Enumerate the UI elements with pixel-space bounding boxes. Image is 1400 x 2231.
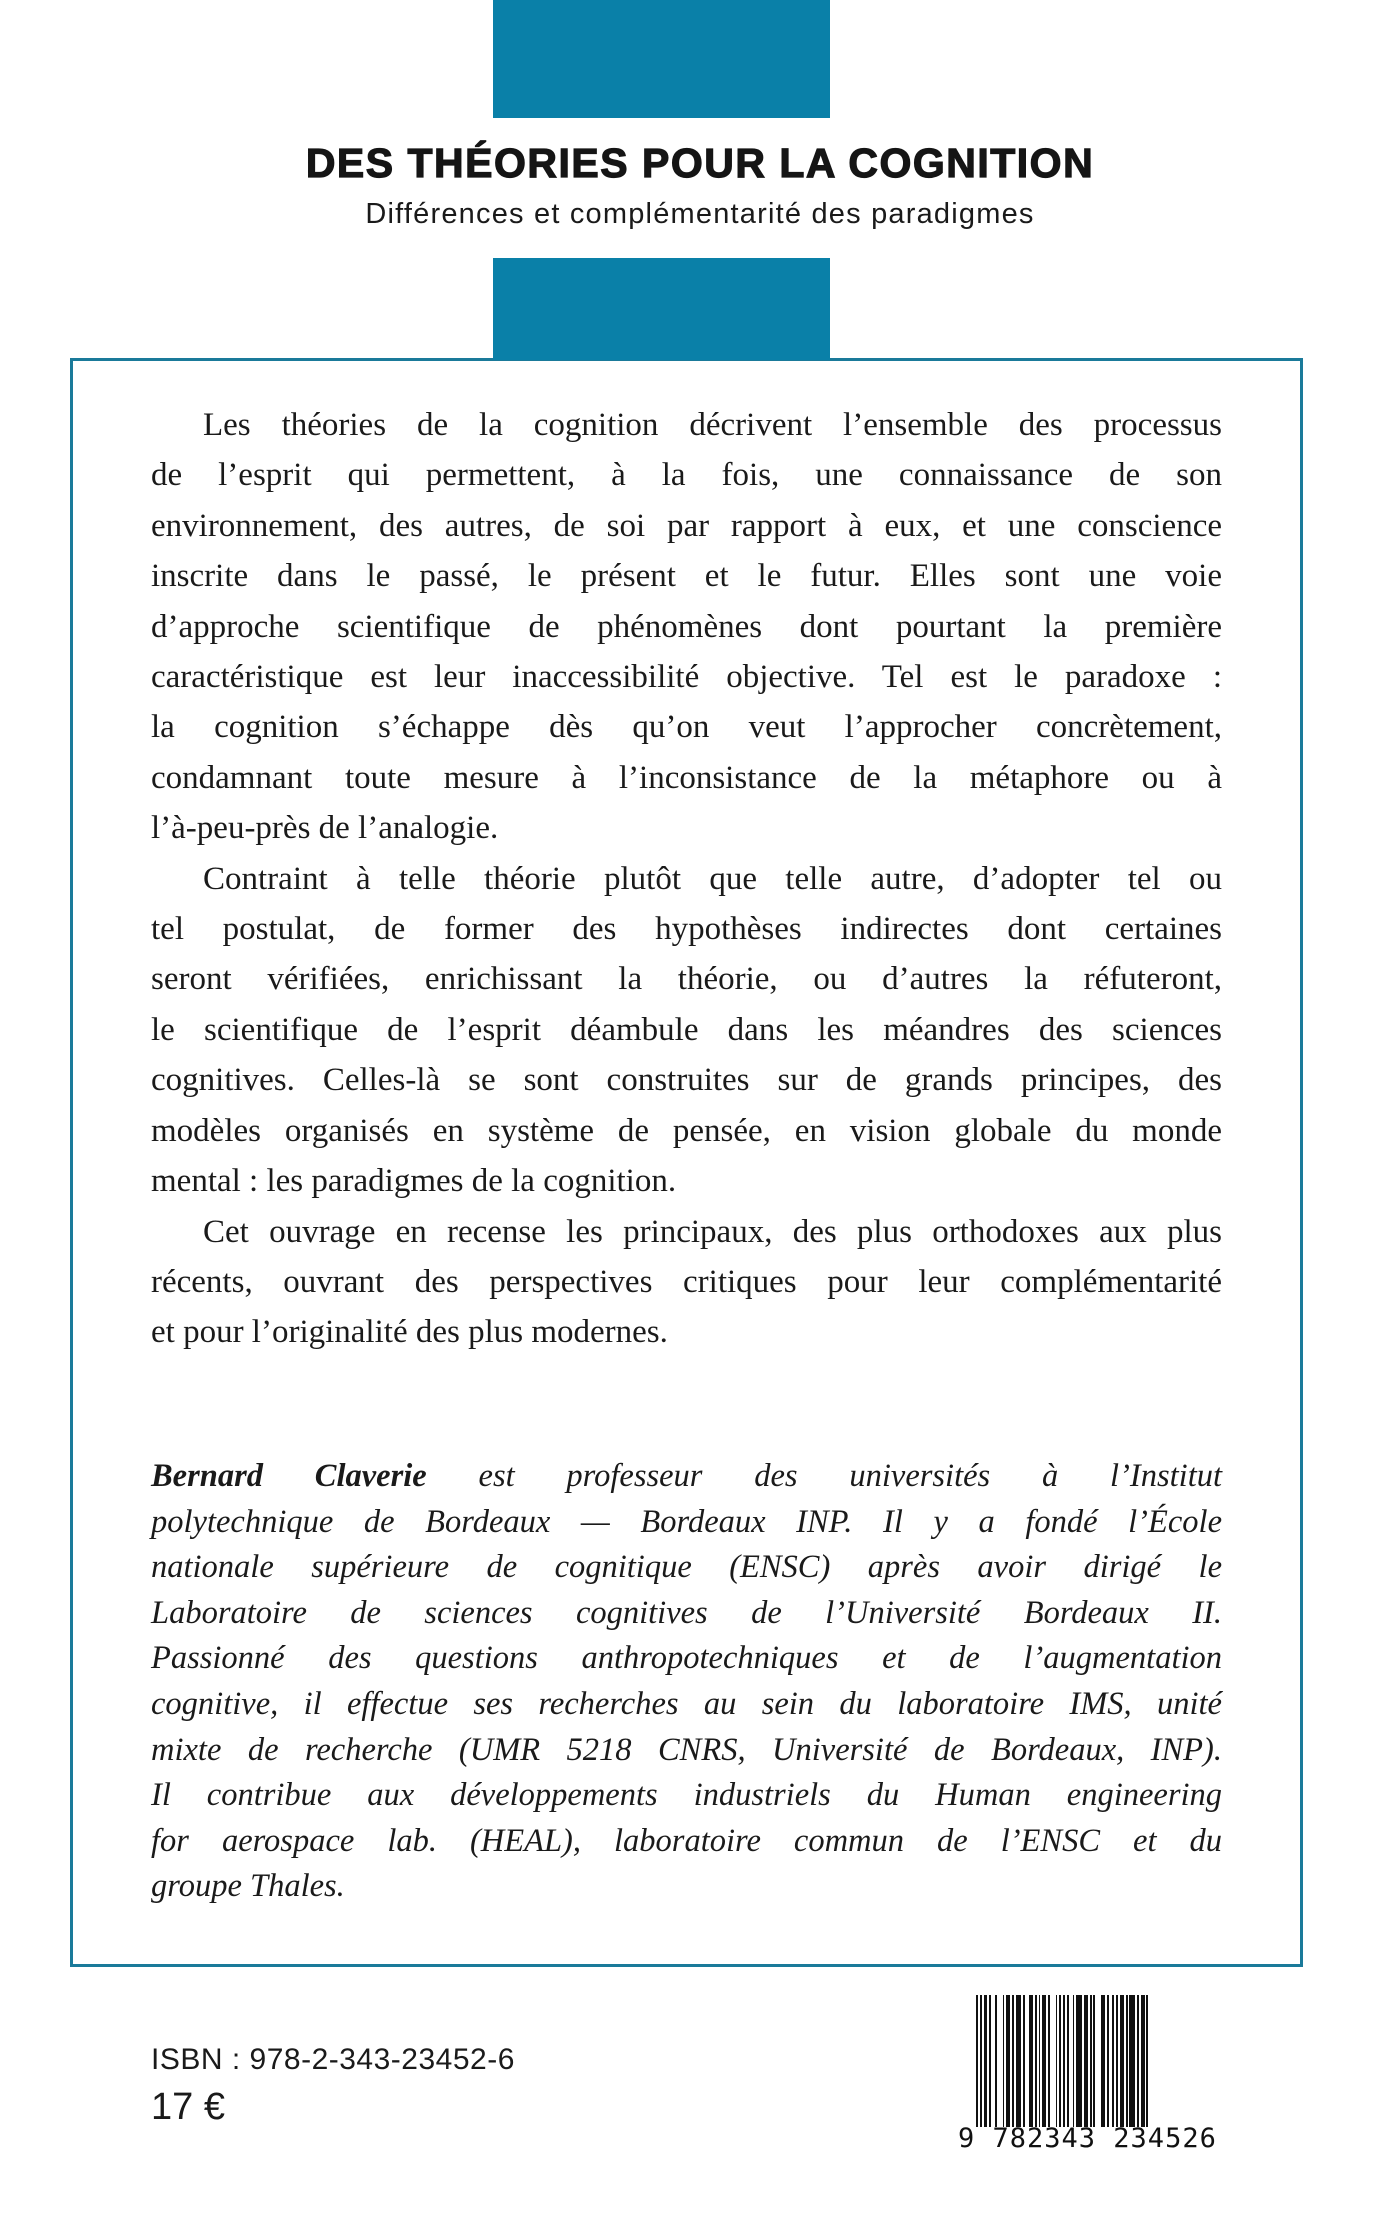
summary-text — [151, 400, 1222, 1358]
summary-line: tel postulat, de former des hypothèses indirectes dont certaines — [151, 911, 1222, 948]
barcode-bar — [1148, 1995, 1150, 2127]
middle-accent-bar — [493, 258, 830, 360]
book-title: DES THÉORIES POUR LA COGNITION — [305, 140, 1095, 186]
bio-line: Laboratoire de sciences cognitives de l’Université Bordeaux II. — [151, 1594, 1222, 1631]
summary-line: de l’esprit qui permettent, à la fois, une connaissance de son — [151, 457, 1222, 494]
author-bio — [151, 1454, 1222, 1910]
barcode — [958, 1995, 1228, 2160]
summary-line: caractéristique est leur inaccessibilité objective. Tel est le paradoxe : — [151, 659, 1222, 696]
bio-line: for aerospace lab. (HEAL), laboratoire commun de l’ENSC et du — [151, 1822, 1222, 1859]
author-name: Bernard Claverie — [151, 1458, 427, 1494]
summary-line: modèles organisés en système de pensée, en vision globale du monde — [151, 1112, 1222, 1149]
bio-line: Il contribue aux développements industriels du Human engineering — [151, 1777, 1222, 1814]
barcode-bars — [976, 1995, 1226, 2127]
summary-line: seront vérifiées, enrichissant la théorie, ou d’autres la réfuteront, — [151, 961, 1222, 998]
summary-line: Les théories de la cognition décrivent l’ensemble des processus — [203, 407, 1222, 443]
barcode-digits: 9 782343 234526 — [958, 2123, 1217, 2154]
summary-line: cognitives. Celles-là se sont construites sur de grands principes, des — [151, 1062, 1222, 1099]
summary-line: d’approche scientifique de phénomènes dont pourtant la première — [151, 608, 1222, 645]
bio-line: groupe Thales. — [151, 1868, 345, 1905]
summary-line: Cet ouvrage en recense les principaux, des plus orthodoxes aux plus — [203, 1213, 1222, 1250]
price: 17 € — [151, 2086, 225, 2128]
summary-line: l’à-peu-près de l’analogie. — [151, 810, 499, 847]
bio-line: nationale supérieure de cognitique (ENSC) après avoir dirigé le — [151, 1549, 1222, 1586]
summary-line: Contraint à telle théorie plutôt que telle autre, d’adopter tel ou — [203, 860, 1222, 897]
bio-line — [151, 1454, 1222, 1500]
bio-line: polytechnique de Bordeaux — Bordeaux INP. Il y a fondé l’École — [151, 1503, 1222, 1540]
bio-line: Passionné des questions anthropotechniques et de l’augmentation — [151, 1640, 1222, 1677]
top-accent-bar — [493, 0, 830, 118]
summary-line: inscrite dans le passé, le présent et le futur. Elles sont une voie — [151, 558, 1222, 595]
summary-line: environnement, des autres, de soi par rapport à eux, et une conscience — [151, 507, 1222, 544]
summary-line: récents, ouvrant des perspectives critiques pour leur complémentarité — [151, 1263, 1222, 1300]
summary-line: mental : les paradigmes de la cognition. — [151, 1163, 677, 1200]
book-subtitle: Différences et complémentarité des paradigmes — [365, 198, 1035, 230]
bio-line-text: est professeur des universités à l’Institut — [426, 1458, 1223, 1494]
isbn: ISBN : 978-2-343-23452-6 — [151, 2043, 515, 2076]
summary-line: le scientifique de l’esprit déambule dans les méandres des sciences — [151, 1011, 1222, 1048]
bio-line: mixte de recherche (UMR 5218 CNRS, Université de Bordeaux, INP). — [151, 1731, 1222, 1768]
bio-line: cognitive, il effectue ses recherches au sein du laboratoire IMS, unité — [151, 1685, 1222, 1722]
summary-line: et pour l’originalité des plus modernes. — [151, 1314, 668, 1351]
summary-line: condamnant toute mesure à l’inconsistance de la métaphore ou à — [151, 759, 1222, 796]
summary-line: la cognition s’échappe dès qu’on veut l’approcher concrètement, — [151, 709, 1222, 746]
